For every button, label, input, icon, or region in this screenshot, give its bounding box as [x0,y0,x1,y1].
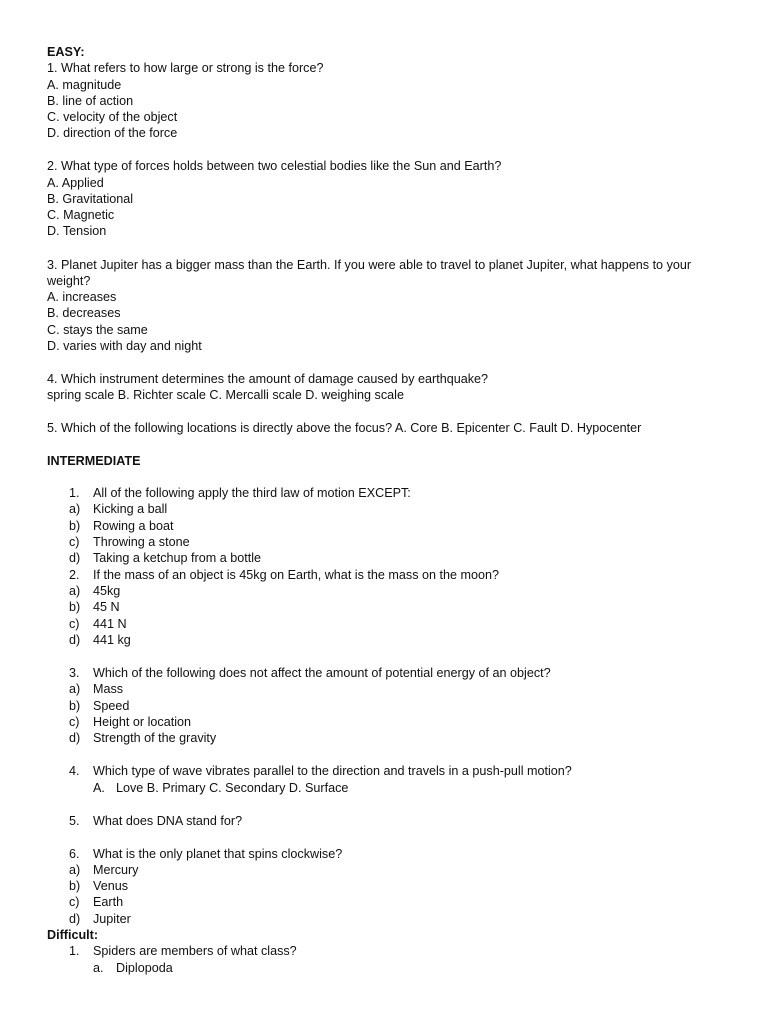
intermediate-num: 1. [69,486,80,500]
intermediate-option-letter: b) [69,600,81,614]
difficult-option-text: Diplopoda [116,961,173,975]
intermediate-option-text: Rowing a boat [93,519,174,533]
intermediate-option-text: Speed [93,699,130,713]
intermediate-question-text: What does DNA stand for? [93,814,243,828]
intermediate-option-letter: c) [69,617,80,631]
easy-heading: EASY: [47,45,85,59]
intermediate-num: 4. [69,764,80,778]
intermediate-option-letter: a) [69,584,81,598]
easy-q3-question-line2: weight? [47,274,91,288]
intermediate-question-text: What is the only planet that spins clockwise? [93,847,343,861]
intermediate-option-letter: b) [69,519,81,533]
intermediate-question-text: Which type of wave vibrates parallel to the direction and travels in a push-pull motion? [93,764,572,778]
intermediate-option-letter: c) [69,715,80,729]
intermediate-option-letter: d) [69,912,81,926]
easy-q4-question: 4. Which instrument determines the amount of damage caused by earthquake? [47,372,489,386]
intermediate-option-text: 45kg [93,584,121,598]
intermediate-option-letter: d) [69,551,81,565]
difficult-num: 1. [69,944,80,958]
easy-q3-option-b: B. decreases [47,306,121,320]
intermediate-option-text: Kicking a ball [93,502,168,516]
intermediate-option-text: Strength of the gravity [93,731,217,745]
intermediate-option-letter: c) [69,895,80,909]
intermediate-option-text: Mass [93,682,124,696]
easy-q3-question-line1: 3. Planet Jupiter has a bigger mass than the Earth. If you were able to travel to planet Jupiter, what happens to your [47,258,692,272]
easy-q3-option-c: C. stays the same [47,323,148,337]
easy-q1-option-c: C. velocity of the object [47,110,178,124]
easy-q3-option-d: D. varies with day and night [47,339,202,353]
easy-q2-option-d: D. Tension [47,224,107,238]
intermediate-option-letter: b) [69,879,81,893]
intermediate-option-text: Taking a ketchup from a bottle [93,551,262,565]
intermediate-option-text: Venus [93,879,129,893]
intermediate-option-text: Height or location [93,715,192,729]
intermediate-num: 3. [69,666,80,680]
difficult-heading: Difficult: [47,928,99,942]
intermediate-option-text: Mercury [93,863,139,877]
easy-q1-question: 1. What refers to how large or strong is the force? [47,61,324,75]
easy-q2-option-a: A. Applied [47,176,104,190]
intermediate-question-text: Which of the following does not affect the amount of potential energy of an object? [93,666,551,680]
intermediate-heading: INTERMEDIATE [47,454,141,468]
easy-q1-option-a: A. magnitude [47,78,122,92]
easy-q2-option-c: C. Magnetic [47,208,115,222]
intermediate-option-letter: b) [69,699,81,713]
intermediate-option-text: Earth [93,895,124,909]
easy-q2-option-b: B. Gravitational [47,192,134,206]
difficult-option-letter: a. [93,961,104,975]
intermediate-option-letter: a) [69,863,81,877]
intermediate-option-text: 441 kg [93,633,131,647]
easy-q5-question: 5. Which of the following locations is directly above the focus? A. Core B. Epicenter C. Fault D. Hypocenter [47,421,642,435]
easy-q1-option-d: D. direction of the force [47,126,178,140]
easy-q3-option-a: A. increases [47,290,117,304]
intermediate-option-text: 45 N [93,600,120,614]
intermediate-question-text: If the mass of an object is 45kg on Earth, what is the mass on the moon? [93,568,500,582]
easy-q1-option-b: B. line of action [47,94,134,108]
intermediate-option-letter: a) [69,682,81,696]
intermediate-option-text: Jupiter [93,912,131,926]
intermediate-option-text: 441 N [93,617,127,631]
easy-q2-question: 2. What type of forces holds between two celestial bodies like the Sun and Earth? [47,159,502,173]
intermediate-question-text: All of the following apply the third law of motion EXCEPT: [93,486,411,500]
intermediate-num: 6. [69,847,80,861]
intermediate-option-letter: d) [69,731,81,745]
intermediate-option-letter: c) [69,535,80,549]
intermediate-option-letter: A. [93,781,105,795]
intermediate-num: 5. [69,814,80,828]
intermediate-option-text: Love B. Primary C. Secondary D. Surface [116,781,349,795]
intermediate-option-letter: d) [69,633,81,647]
intermediate-option-text: Throwing a stone [93,535,190,549]
intermediate-option-letter: a) [69,502,81,516]
intermediate-num: 2. [69,568,80,582]
easy-q4-options: spring scale B. Richter scale C. Mercalli scale D. weighing scale [47,388,404,402]
difficult-question-text: Spiders are members of what class? [93,944,297,958]
